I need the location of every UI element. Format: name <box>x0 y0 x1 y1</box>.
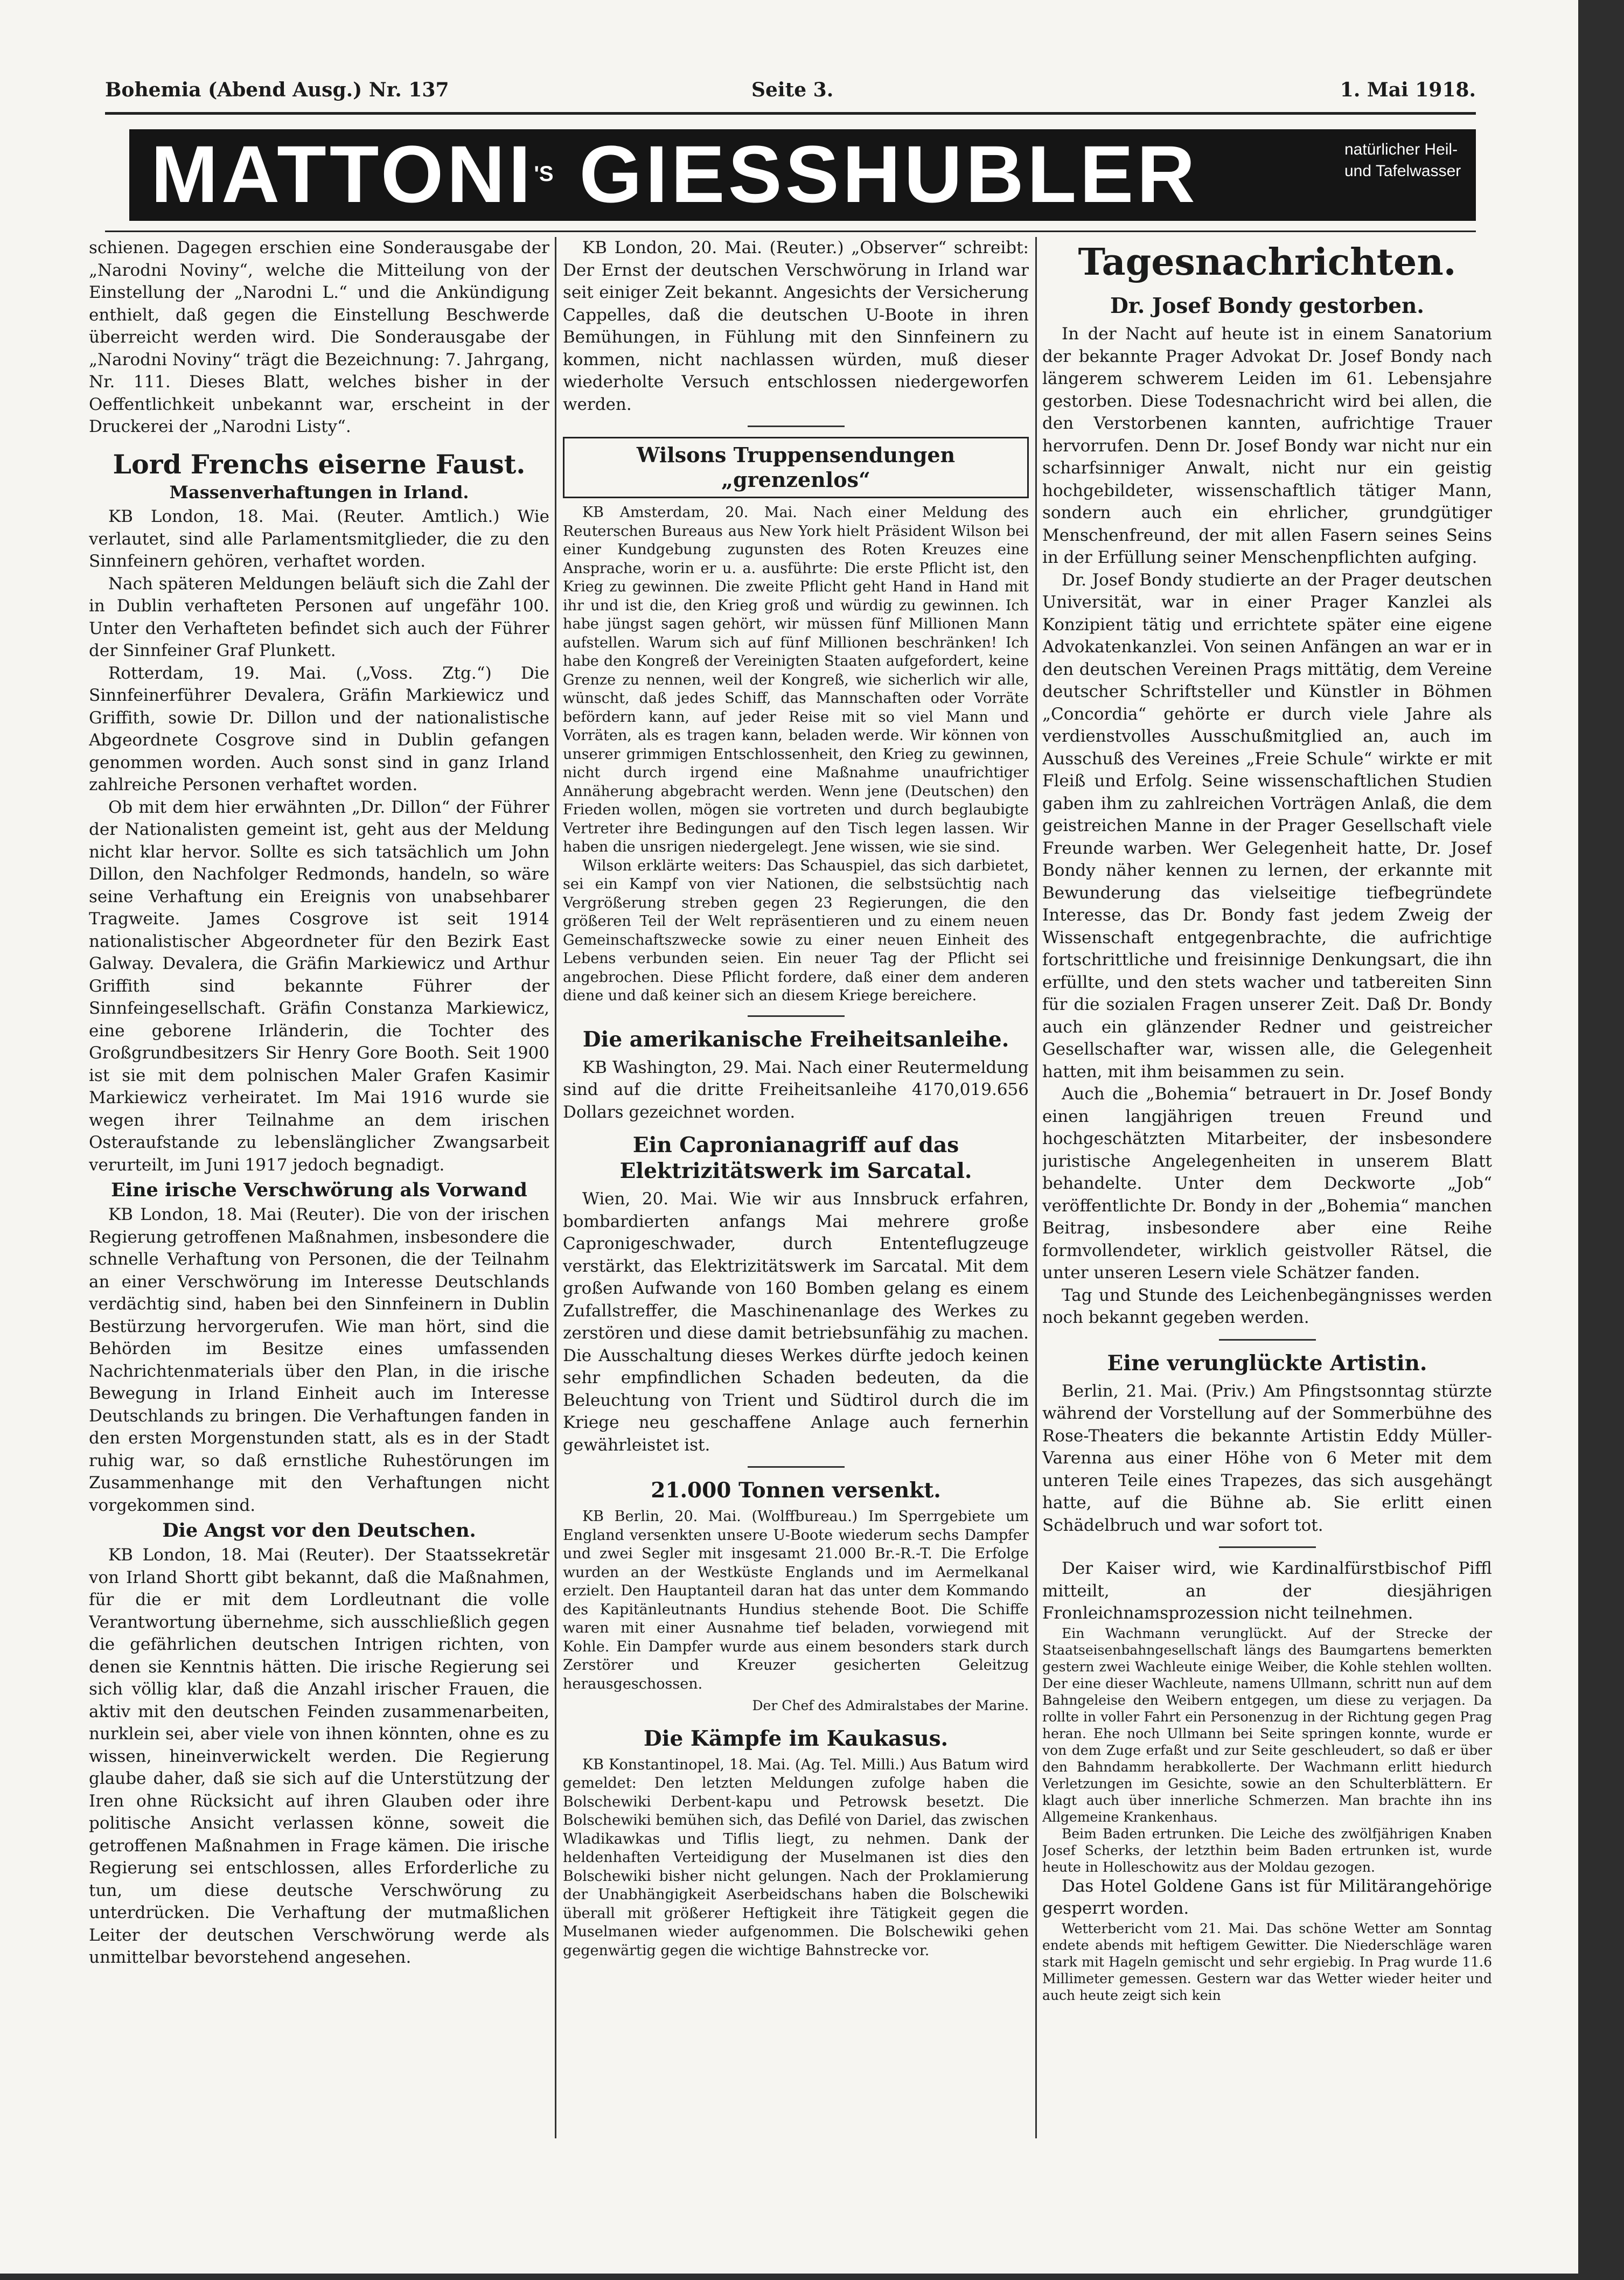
section-rule <box>1219 1546 1316 1548</box>
ad-side-text: natürlicher Heil- und Tafelwasser <box>1344 141 1461 180</box>
ad-superscript: 'S <box>534 162 554 186</box>
article-paragraph: schienen. Dagegen erschien eine Sonderausgabe der „Narodni Noviny“, welche die Mitteilung von der Einstellung der „Narodni L.“ und die Ankündigung enthielt, daß gegen die Einstellung Beschwerde überreicht werden wird. Die Sonderausgabe der „Narodni Noviny“ trägt die Bezeichnung: 7. Jahrgang, Nr. 111. Dieses Blatt, welches bisher in der Oeffentlichkeit unbekannt war, erscheint in der Druckerei der „Narodni Listy“. <box>89 238 549 436</box>
column-divider-1 <box>555 237 556 2138</box>
article-paragraph: Dr. Josef Bondy studierte an der Prager deutschen Universität, war in einer Prager Kanzlei als Konzipient tätig und errichtete später eine eigene Advokatenkanzlei. Von seinen Anfängen an war er in den deutschen Vereinen Prags mittätig, dem Vereine deutscher Schriftsteller und Künstler in Böhmen „Concordia“ gehörte er durch viele Jahre als verdienstvolles Ausschußmitglied an, auch im Ausschuß des Vereines „Freie Schule“ wirkte er mit Fleiß und Erfolg. Seine wissenschaftlichen Studien gaben ihm zu zahlreichen Vorträgen Anlaß, die dem geistreichen Manne in der Prager Gesellschaft viele Freunde warben. Wer Gelegenheit hatte, Dr. Josef Bondy näher kennen zu lernen, der erkannte mit Bewunderung das vielseitige tiefbegründete Interesse, das Dr. Bondy fast jedem Zweig der Wissenschaft entgegenbrachte, die aufrichtige fortschrittliche und freisinnige Denkungsart, die ihn erfüllte, und den stets wacher und tatbereiten Sinn für die sozialen Fragen unserer Zeit. Daß Dr. Bondy auch ein glänzender Redner und geistreicher Gesellschafter war, wissen alle, die Gelegenheit hatten, mit ihm beisammen zu sein. <box>1042 570 1492 1082</box>
article-paragraph: KB Berlin, 20. Mai. (Wolffbureau.) Im Sperrgebiete um England versenkten unsere U-Boote wiederum sechs Dampfer und zwei Segler mit insgesamt 21.000 Br.-R.-T. Die Erfolge wurden an der Westküste Englands und im Aermelkanal erzielt. Den Hauptanteil daran hat das unter dem Kommando des Kapitänleutnants Hundius stehende Boot. Die Schiffe waren mit einer Ausnahme tief beladen, vorwiegend mit Kohle. Ein Dampfer wurde aus einem besonders stark durch Zerstörer und Kreuzer gesicherten Geleitzug herausgeschossen. <box>563 1508 1029 1692</box>
article-paragraph: Rotterdam, 19. Mai. („Voss. Ztg.“) Die Sinnfeinerführer Devalera, Gräfin Markiewicz und Griffith, sowie Dr. Dillon und der nationalistische Abgeordnete Cosgrove sind in Dublin gefangen genommen worden. Auch sonst sind in ganz Irland zahlreiche Personen verhaftet worden. <box>89 663 549 794</box>
article-paragraph: Wilson erklärte weiters: Das Schauspiel, das sich darbietet, sei ein Kampf von vier Nationen, die selbstsüchtig nach Vergrößerung streben gegen 23 Regierungen, die den größeren Teil der Welt repräsentieren und zu einem neuen Gemeinschaftszwecke sowie zu einer neuen Einheit des Lebens verbunden seien. Ein neuer Tag der Pflicht sei angebrochen. Diese Pflicht fordere, daß einer dem anderen diene und daß keiner sich an diesem Kriege bereichere. <box>563 857 1029 1004</box>
article-paragraph: KB Konstantinopel, 18. Mai. (Ag. Tel. Milli.) Aus Batum wird gemeldet: Den letzten Meldungen zufolge haben die Bolschewiki Derbent-kapu und Petrowsk besetzt. Die Bolschewiki bemühen sich, das Defilé von Dariel, das zwischen Wladikawkas und Tiflis liegt, zu nehmen. Dank der heldenhaften Verteidigung der Muselmanen ist dies den Bolschewiki bisher nicht gelungen. Nach der Proklamierung der Unabhängigkeit Aserbeidschans haben die Bolschewiki überall mit größerer Heftigkeit ihre Tätigkeit gegen die Muselmanen wieder aufgenommen. Die Bolschewiki gehen gegenwärtig gegen die wichtige Bahnstrecke vor. <box>563 1756 1029 1959</box>
column-1 <box>89 237 549 2144</box>
header-masthead: Bohemia (Abend Ausg.) Nr. 137 <box>105 79 449 101</box>
column-3 <box>1042 237 1492 2144</box>
section-rule <box>748 1466 845 1468</box>
headline-bondy: Dr. Josef Bondy gestorben. <box>1110 294 1424 318</box>
article-paragraph: Beim Baden ertrunken. Die Leiche des zwölfjährigen Knaben Josef Scherks, der letzthin beim Baden ertrunken ist, wurde heute in Holleschowitz aus der Moldau gezogen. <box>1042 1825 1492 1875</box>
article-paragraph: KB London, 20. Mai. (Reuter.) „Observer“ schreibt: Der Ernst der deutschen Verschwörung in Irland war seit einiger Zeit bekannt. Angesichts der Versicherung Cappelles, daß die deutschen U-Boote in ihren Bemühungen, in Fühlung mit den Sinnfeinern zu kommen, nicht nachlassen würden, muß dieser wiederholte Versuch entschlossen niedergeworfen werden. <box>563 238 1029 414</box>
article-paragraph: Nach späteren Meldungen beläuft sich die Zahl der in Dublin verhafteten Personen auf ungefähr 100. Unter den Verhafteten befindet sich auch der Führer der Sinnfeiner Graf Plunkett. <box>89 574 549 660</box>
headline-verschwoerung: Eine irische Verschwörung als Vorwand <box>111 1179 527 1201</box>
headline-anleihe: Die amerikanische Freiheitsanleihe. <box>582 1027 1009 1052</box>
section-title-tagesnachrichten: Tagesnachrichten. <box>1078 241 1456 284</box>
article-paragraph: KB London, 18. Mai. (Reuter. Amtlich.) Wie verlautet, sind alle Parlamentsmitglieder, die zu den Sinnfeinern gehören, verhaftet worden. <box>89 507 549 571</box>
article-paragraph: Ob mit dem hier erwähnten „Dr. Dillon“ der Führer der Nationalisten gemeint ist, geht aus der Meldung nicht klar hervor. Sollte es sich tatsächlich um John Dillon, den Nachfolger Redmonds, handeln, so wäre seine Verhaftung ein Ereignis von unabsehbarer Tragweite. James Cosgrove ist seit 1914 nationalistischer Abgeordneter für den Bezirk East Galway. Devalera, die Gräfin Markiewicz und Arthur Griffith sind bekannte Führer der Sinnfeingesellschaft. Gräfin Constanza Markiewicz, eine geborene Irländerin, die Tochter des Großgrundbesitzers Sir Henry Gore Booth. Seit 1900 ist sie mit dem polnischen Maler Grafen Kasimir Markiewicz verheiratet. Im Mai 1916 wurde sie wegen ihrer Teilnahme an dem irischen Osteraufstande zu lebenslänglicher Zwangsarbeit verurteilt, im Juni 1917 jedoch begnadigt. <box>89 797 549 1175</box>
ad-logo-text <box>151 129 1198 219</box>
article-paragraph: In der Nacht auf heute ist in einem Sanatorium der bekannte Prager Advokat Dr. Josef Bondy nach längerem schwerem Leiden im 61. Lebensjahre gestorben. Diese Todesnachricht wird bei allen, die den Verstorbenen kannten, aufrichtige Trauer hervorrufen. Denn Dr. Josef Bondy war nicht nur ein scharfsinniger Anwalt, nicht nur ein geistig hochgebildeter, wissenschaftlich tätiger Mann, sondern auch ein ehrlicher, grundgütiger Menschenfreund, der mit allen Fasern seines Seins in der Erfüllung seiner Menschenpflichten aufging. <box>1042 324 1492 567</box>
scan-border-bottom <box>0 2274 1624 2280</box>
article-paragraph: Der Kaiser wird, wie Kardinalfürstbischof Piffl mitteilt, an der diesjährigen Fronleichnamsprozession nicht teilnehmen. <box>1042 1559 1492 1623</box>
column-2 <box>563 237 1029 2144</box>
article-paragraph: KB Amsterdam, 20. Mai. Nach einer Meldung des Reuterschen Bureaus aus New York hielt Präsident Wilson bei einer Kundgebung zugunsten des Roten Kreuzes eine Ansprache, worin er u. a. ausführte: Die erste Pflicht ist, den Krieg zu gewinnen. Die zweite Pflicht geht Hand in Hand mit ihr und ist die, den Krieg groß und würdig zu gewinnen. Ich habe jüngst sagen gehört, wir müssen fünf Millionen Mann aufstellen. Warum sich auf fünf Millionen beschränken! Ich habe den Kongreß der Vereinigten Staaten aufgefordert, keine Grenze zu nennen, weil der Kongreß, wie sicherlich wir alle, wünscht, daß jedes Schiff, das Mannschaften oder Vorräte befördern kann, auf jeder Reise mit so viel Mann und Vorräten, als es tragen kann, beladen werde. Wir können von unserer grimmigen Entschlossenheit, den Krieg zu gewinnen, nicht durch irgend eine Maßnahme unaufrichtiger Annäherung abgebracht werden. Wenn jene (Deutschen) den Frieden wollen, mögen sie vortreten und durch beglaubigte Vertreter ihre Bedingungen auf den Tisch legen lassen. Wir haben die unsrigen niedergelegt. Jene wissen, wie sie sind. <box>563 504 1029 855</box>
header-page-number: Seite 3. <box>751 79 834 101</box>
ad-bottom-rule <box>105 231 1476 232</box>
scan-border-right <box>1578 0 1624 2280</box>
subheadline-french: Massenverhaftungen in Irland. <box>169 482 469 503</box>
headline-angst: Die Angst vor den Deutschen. <box>162 1519 476 1542</box>
headline-sarcatal: Ein Capronianagriff auf das Elektrizitätswerk im Sarcatal. <box>619 1133 972 1183</box>
ad-product: GIESSHUBLER <box>579 129 1198 219</box>
headline-french: Lord Frenchs eiserne Faust. <box>113 448 526 480</box>
column-divider-2 <box>1035 237 1037 2138</box>
page-header <box>105 75 1476 108</box>
article-paragraph: Wien, 20. Mai. Wie wir aus Innsbruck erfahren, bombardierten anfangs Mai mehrere große Capronigeschwader, durch Ententeflugzeuge verstärkt, das Elektrizitätswerk im Sarcatal. Mit dem großen Aufwande von 160 Bomben gelang es einem Zufallstreffer, die Maschinenanlage des Werkes zu zerstören und diese damit betriebsunfähig zu machen. Die Ausschaltung dieses Werkes dürfte jedoch keinen sehr empfindlichen Schaden bedeuten, da die Beleuchtung von Trient und Südtirol durch die im Kriege neu geschaffene Anlage auch fernerhin gewährleistet ist. <box>563 1189 1029 1455</box>
article-paragraph: Berlin, 21. Mai. (Priv.) Am Pfingstsonntag stürzte während der Vorstellung auf der Sommerbühne des Rose-Theaters die bekannte Artistin Eddy Müller-Varenna aus einer Höhe von 6 Meter mit dem unteren Teile eines Trapezes, das sich ausgehängt hatte, auf die Bühne ab. Sie erlitt einen Schädelbruch und war sofort tot. <box>1042 1381 1492 1535</box>
ad-brand: MATTONI <box>151 129 534 219</box>
article-paragraph: KB London, 18. Mai (Reuter). Der Staatssekretär von Irland Shortt gibt bekannt, daß die Maßnahmen, für die er mit dem Lordleutnant die volle Verantwortung übernehme, sich ausschließlich gegen die gefährlichen deutschen Intrigen richten, von denen sie Kenntnis hätten. Die irische Regierung sei sich völlig klar, daß die Anzahl irischer Frauen, die aktiv mit den deutschen Feinden zusammenarbeiten, nurklein sei, aber viele von ihnen könnten, ohne es zu wissen, hineinverwickelt werden. Die Regierung glaube daher, daß sie sich auf die Unterstützung der Iren ohne Rücksicht auf ihren Glauben oder ihre politische Ansicht verlassen könne, soweit die getroffenen Maßnahmen in Frage kämen. Die irische Regierung sei entschlossen, alles Erforderliche zu tun, um diese deutsche Verschwörung zu unterdrücken. Die Verhaftung der mutmaßlichen Leiter der deutschen Verschwörung werde als unmittelbar bevorstehend angesehen. <box>89 1545 549 1967</box>
article-paragraph: KB Washington, 29. Mai. Nach einer Reutermeldung sind auf die dritte Freiheitsanleihe 4170,019.656 Dollars gezeichnet worden. <box>563 1057 1029 1122</box>
article-paragraph: Ein Wachmann verunglückt. Auf der Strecke der Staatseisenbahngesellschaft längs des Baumgartens bemerkten gestern zwei Wachleute einige Weiber, die Kohle stehlen wollten. Der eine dieser Wachleute, namens Ullmann, schritt nun auf dem Bahngeleise den Weibern entgegen, um diese zu verjagen. Da rollte in voller Fahrt ein Personenzug in der Richtung gegen Prag heran. Ehe noch Ullmann bei Seite springen konnte, wurde er von dem Zuge erfaßt und zur Seite geschleudert, so daß er über den Bahndamm herabkollerte. Der Wachmann erlitt hiedurch Verletzungen im Gesichte, sowie an den Schulterblättern. Er klagt auch über innerliche Schmerzen. Man brachte ihn ins Allgemeine Krankenhaus. <box>1042 1625 1492 1825</box>
section-rule <box>1219 1339 1316 1341</box>
headline-kaukasus: Die Kämpfe im Kaukasus. <box>643 1726 949 1751</box>
header-date: 1. Mai 1918. <box>1340 79 1476 101</box>
article-signature: Der Chef des Admiralstabes der Marine. <box>752 1698 1029 1713</box>
section-rule <box>748 426 845 427</box>
header-rule <box>105 112 1476 115</box>
article-paragraph: Wetterbericht vom 21. Mai. Das schöne Wetter am Sonntag endete abends mit heftigem Gewitter. Die Niederschläge waren stark mit Hageln gemischt und sehr ergiebig. In Prag wurde 11.6 Millimeter gemessen. Gestern war das Wetter wieder heiter und auch heute zeigt sich kein <box>1042 1920 1492 2003</box>
section-rule <box>748 1015 845 1017</box>
headline-artistin: Eine verunglückte Artistin. <box>1107 1350 1427 1376</box>
headline-tonnen: 21.000 Tonnen versenkt. <box>651 1478 941 1503</box>
article-paragraph: KB London, 18. Mai (Reuter). Die von der irischen Regierung getroffenen Maßnahmen, insbesondere die schnelle Verhaftung von Personen, die der Teilnahm an einer Verschwörung im Interesse Deutschlands verdächtig sind, haben bei den Sinnfeinern in Dublin Bestürzung hervorgerufen. Wie man hört, sind die Behörden im Besitze eines umfassenden Nachrichtenmaterials über den Plan, in die irische Bewegung in Irland Einheit auch im Interesse Deutschlands zu bringen. Die Verhaftungen fanden in den ersten Morgenstunden statt, als es in der Stadt ruhig war, so daß ernstliche Ruhestörungen im Zusammenhange mit den Verhaftungen nicht vorgekommen sind. <box>89 1205 549 1515</box>
mattoni-advertisement <box>129 129 1476 221</box>
article-paragraph: Das Hotel Goldene Gans ist für Militärangehörige gesperrt worden. <box>1042 1876 1492 1918</box>
headline-wilson: Wilsons Truppensendungen „grenzenlos“ <box>563 437 1029 498</box>
article-paragraph: Tag und Stunde des Leichenbegängnisses werden noch bekannt gegeben werden. <box>1042 1285 1492 1327</box>
article-paragraph: Auch die „Bohemia“ betrauert in Dr. Josef Bondy einen langjährigen treuen Freund und hochgeschätzten Mitarbeiter, der insbesondere juristische Angelegenheiten in unserem Blatt behandelte. Unter dem Deckworte „Job“ veröffentlichte Dr. Bondy in der „Bohemia“ manchen Beitrag, insbesondere aber eine Reihe formvollendeter, wirklich geistvoller Rätsel, die unter unseren Lesern viele Schätzer fanden. <box>1042 1084 1492 1282</box>
